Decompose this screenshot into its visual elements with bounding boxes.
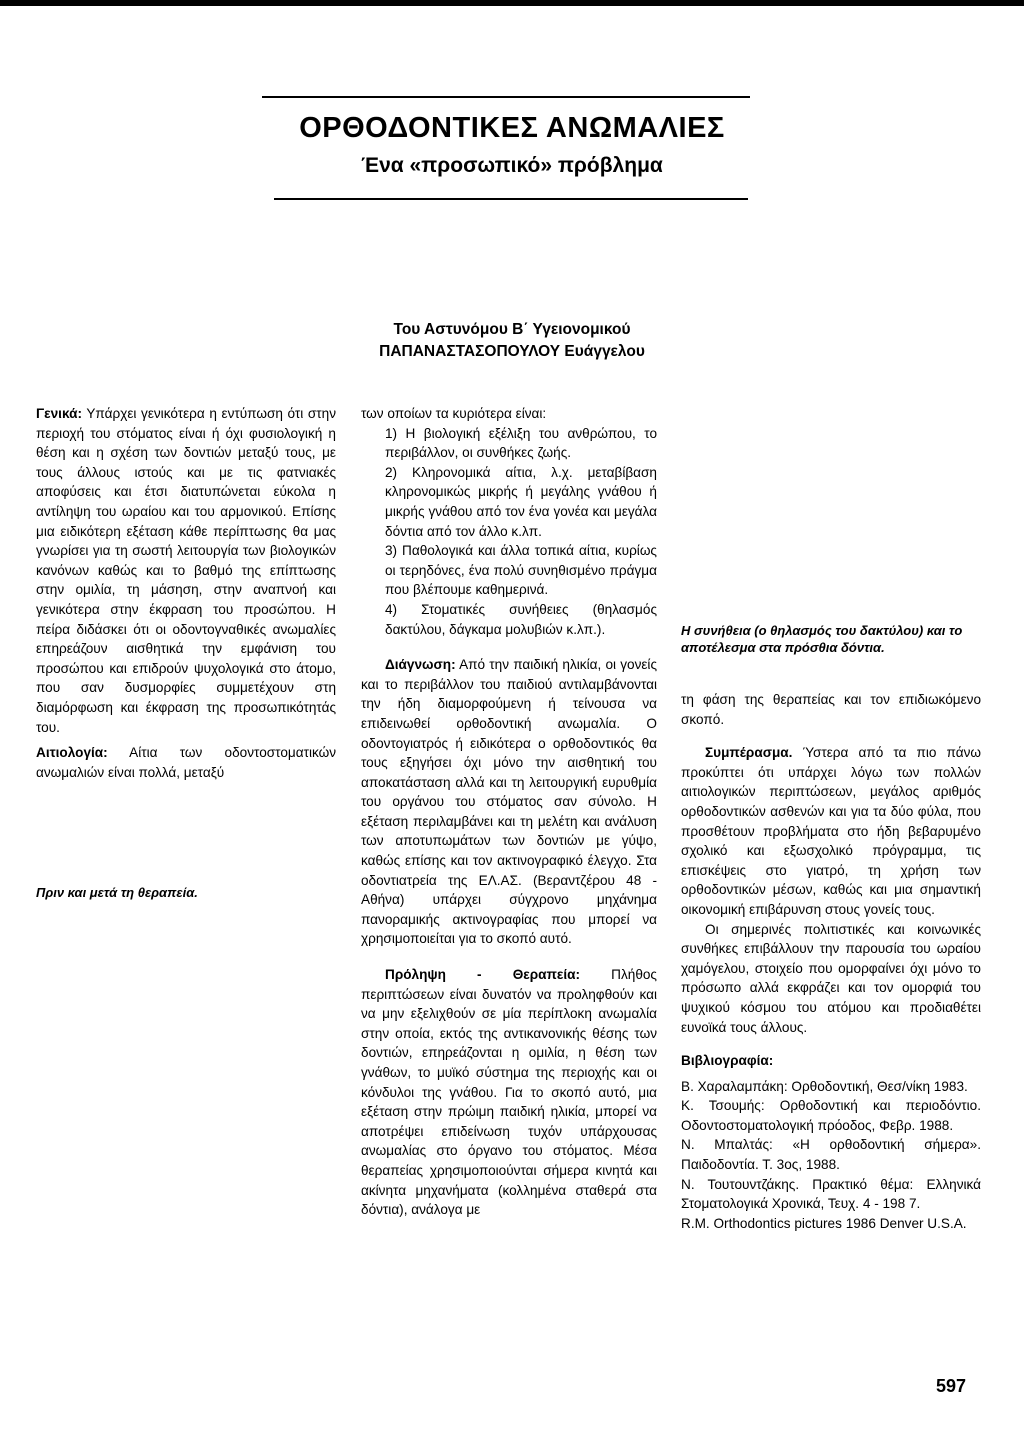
author-line-2: ΠΑΠΑΝΑΣΤΑΣΟΠΟΥΛΟΥ Ευάγγελου — [379, 343, 645, 360]
causes-intro: των οποίων τα κυριότερα είναι: — [361, 406, 547, 421]
conclusion-heading: Συμπέρασμα. — [705, 745, 793, 761]
prevention-paragraph — [361, 965, 657, 1220]
general-paragraph — [36, 404, 336, 737]
article-subtitle: Ένα «προσωπικό» πρόβλημα — [361, 154, 663, 177]
bibliography-item: Β. Χαραλαμπάκη: Ορθοδοντική, Θεσ/νίκη 1983. — [681, 1078, 968, 1094]
figure-caption-right: Η συνήθεια (ο θηλασμός του δακτύλου) και το αποτέλεσμα στα πρόσθια δόντια. — [681, 623, 963, 655]
general-text: Υπάρχει γενικότερα η εντύπωση ότι στην περιοχή του στόματος είναι ή όχι φυσιολογική η θέση και η σχέση των δοντιών μεταξύ τους, με τους άλλους ιστούς και με τις φατνιακές αποφύσεις και έτσι διατυπώνεται εύκολα η αντίληψη του ωραίου και του αρμονικού. Επίσης μια ειδικότερη εξέταση κάθε περίπτωσης θα μας γνωρίσει για τη σωστή λειτουργία των βιολογικών κανόνων καθώς και το βαθμό της επίπτωσης στην ομιλία, τη μάσηση, στην αναπνοή και γενικότερα στην έκφραση του προσώπου. Η πείρα διδάσκει ότι οι οδοντογναθικές ανωμαλίες επηρεάζουν αισθητικά την εμφάνιση του προσώπου και επιδρούν ψυχολογικά στο άτομο, που σαν δυσμορφίες συμμετέχουν στη διαμόρφωση και έκφραση της προσωπικότητάς του. — [36, 406, 337, 735]
conclusion-text: Ύστερα από τα πιο πάνω προκύπτει ότι υπάρχει λόγω των πολλών αιτιολογικών περιπτώσεων, μεγάλος αριθμός ορθοδοντικών ασθενών και για τα δύο φύλα, που προσθέτουν προβλήματα στο ήδη βεβαρυμένο σχολικό και εξωσχολικό πρόγραμμα, τις επισκέψεις στο γιατρό, τη χρήση των ορθοδοντικών μέσων, καθώς και μια σημαντική οικονομική επιβάρυνση στους γονείς τους. — [681, 745, 981, 917]
author-line-1: Του Αστυνόμου Β΄ Υγειονομικού — [393, 321, 631, 338]
closing-paragraph: Οι σημερινές πολιτιστικές και κοινωνικές συνθήκες επιβάλλουν την παρουσία του ωραίου χαμόγελου, στοιχείο που ομορφαίνει όχι μόνο το πρόσωπο αλλά εκφράζει και τον ομορφιά του ψυχικού κόσμου του ατόμου και προδιαθέτει ευνοϊκά τους άλλους. — [681, 921, 981, 1035]
bibliography-item: Κ. Τσουμής: Ορθοδοντική και περιοδόντιο. Οδοντοστοματολογική πρόοδος, Φεβρ. 1988. — [681, 1098, 981, 1133]
cause-item: 3) Παθολογικά και άλλα τοπικά αίτια, κυρίως οι τερηδόνες, ένα πολύ συνηθισμένο πράγμα που βλέπουμε καθημερινά. — [385, 543, 657, 598]
bibliography-item: R.M. Orthodontics pictures 1986 Denver U.S.A. — [681, 1215, 967, 1231]
bibliography-item: Ν. Τουτουντζάκης. Πρακτικό θέμα: Ελληνικά Στοματολογικά Χρονικά, Τευχ. 4 - 198 7. — [681, 1176, 981, 1212]
cause-item: 2) Κληρονομικά αίτια, λ.χ. μεταβίβαση κληρονομικώς μικρής ή μεγάλης γνάθου ή μικρής γνάθου από τον ένα γονέα και μεγάλα δόντια από τον άλλο κ.λπ. — [385, 464, 657, 539]
treatment-continuation: τη φάση της θεραπείας και τον επιδιωκόμενο σκοπό. — [681, 692, 981, 727]
top-border — [0, 0, 1024, 6]
general-heading: Γενικά: — [36, 406, 82, 421]
bibliography-list — [681, 1077, 981, 1234]
conclusion-paragraph — [681, 743, 981, 919]
page-number: 597 — [936, 1376, 967, 1396]
diagnosis-heading: Διάγνωση: — [385, 657, 456, 673]
diagnosis-paragraph — [361, 655, 657, 949]
cause-item: 4) Στοματικές συνήθειες (θηλασμός δακτύλου, δάγκαμα μολυβιών κ.λπ.). — [385, 601, 657, 637]
figure-caption-left: Πριν και μετά τη θεραπεία. — [36, 885, 198, 900]
bibliography-item: Ν. Μπαλτάς: «Η ορθοδοντική σήμερα». Παιδοδοντία. Τ. 3ος, 1988. — [681, 1137, 981, 1173]
causes-list — [361, 424, 657, 640]
bibliography-heading: Βιβλιογραφία: — [681, 1053, 774, 1069]
column-2 — [361, 404, 657, 1220]
column-3 — [681, 690, 981, 1233]
title-rule-top — [262, 96, 750, 98]
etiology-heading: Αιτιολογία: — [36, 745, 108, 761]
cause-item: 1) Η βιολογική εξέλιξη του ανθρώπου, το περιβάλλον, οι συνθήκες ζωής. — [385, 425, 657, 461]
etiology-text: Αίτια των οδοντοστοματικών ανωμαλιών είναι πολλά, μεταξύ — [36, 745, 337, 780]
author-block — [0, 319, 1024, 363]
prevention-heading: Πρόληψη - Θεραπεία: — [385, 967, 581, 983]
article-title: ΟΡΘΟΔΟΝΤΙΚΕΣ ΑΝΩΜΑΛΙΕΣ — [299, 112, 725, 144]
column-1 — [36, 404, 336, 782]
diagnosis-text: Από την παιδική ηλικία, οι γονείς και το περιβάλλον του παιδιού αντιλαμβάνονται την ήδη διαμορφούμενη ή τείνουσα να επιδεινωθεί ορθοδοντική ανωμαλία. Ο οδοντογιατρός ή ειδικότερα ο ορθοδοντικός θα τους εξηγήσει όχι μόνο την αισθητική του αποκατάσταση αλλά και τη λειτουργική ευρυθμία του οργάνου του στόματος σαν σύνολο. Η εξέταση περιλαμβάνει και τη μελέτη και ανάλυση των αποτυπωμάτων των δοντιών με γύψο, καθώς επίσης και τον ακτινογραφικό έλεγχο. Στα οδοντιατρεία της ΕΛ.ΑΣ. (Βεραντζέρου 48 - Αθήνα) υπάρχει σύγχρονο μηχάνημα πανοραμικής ακτινογραφίας που μπορεί να χρησιμοποιείται για το σκοπό αυτό. — [361, 657, 657, 947]
prevention-text: Πλήθος περιπτώσεων είναι δυνατόν να προληφθούν και να μην εξελιχθούν σε μία περίπλοκη ανωμαλία στην οποία, εκτός της αντικανονικής θέσης των δοντιών, επηρεάζονται η ομιλία, η θέση των γνάθων, το μυϊκό σύστημα της περιοχής και οι κόνδυλοι της γνάθου. Για το σκοπό αυτό, μια εξέταση στην πρώιμη παιδική ηλικία, μπορεί να αποτρέψει επιδείνωση τυχόν υπάρχουσας ανωμαλίας στο όργανο του στόματος. Μέσα θεραπείας χρησιμοποιούνται σήμερα κινητά και ακίνητα μηχανήματα (κολλημένα σταθερά στα δόντια), ανάλογα με — [361, 967, 657, 1218]
title-rule-bottom — [274, 198, 748, 200]
etiology-paragraph — [36, 743, 336, 782]
